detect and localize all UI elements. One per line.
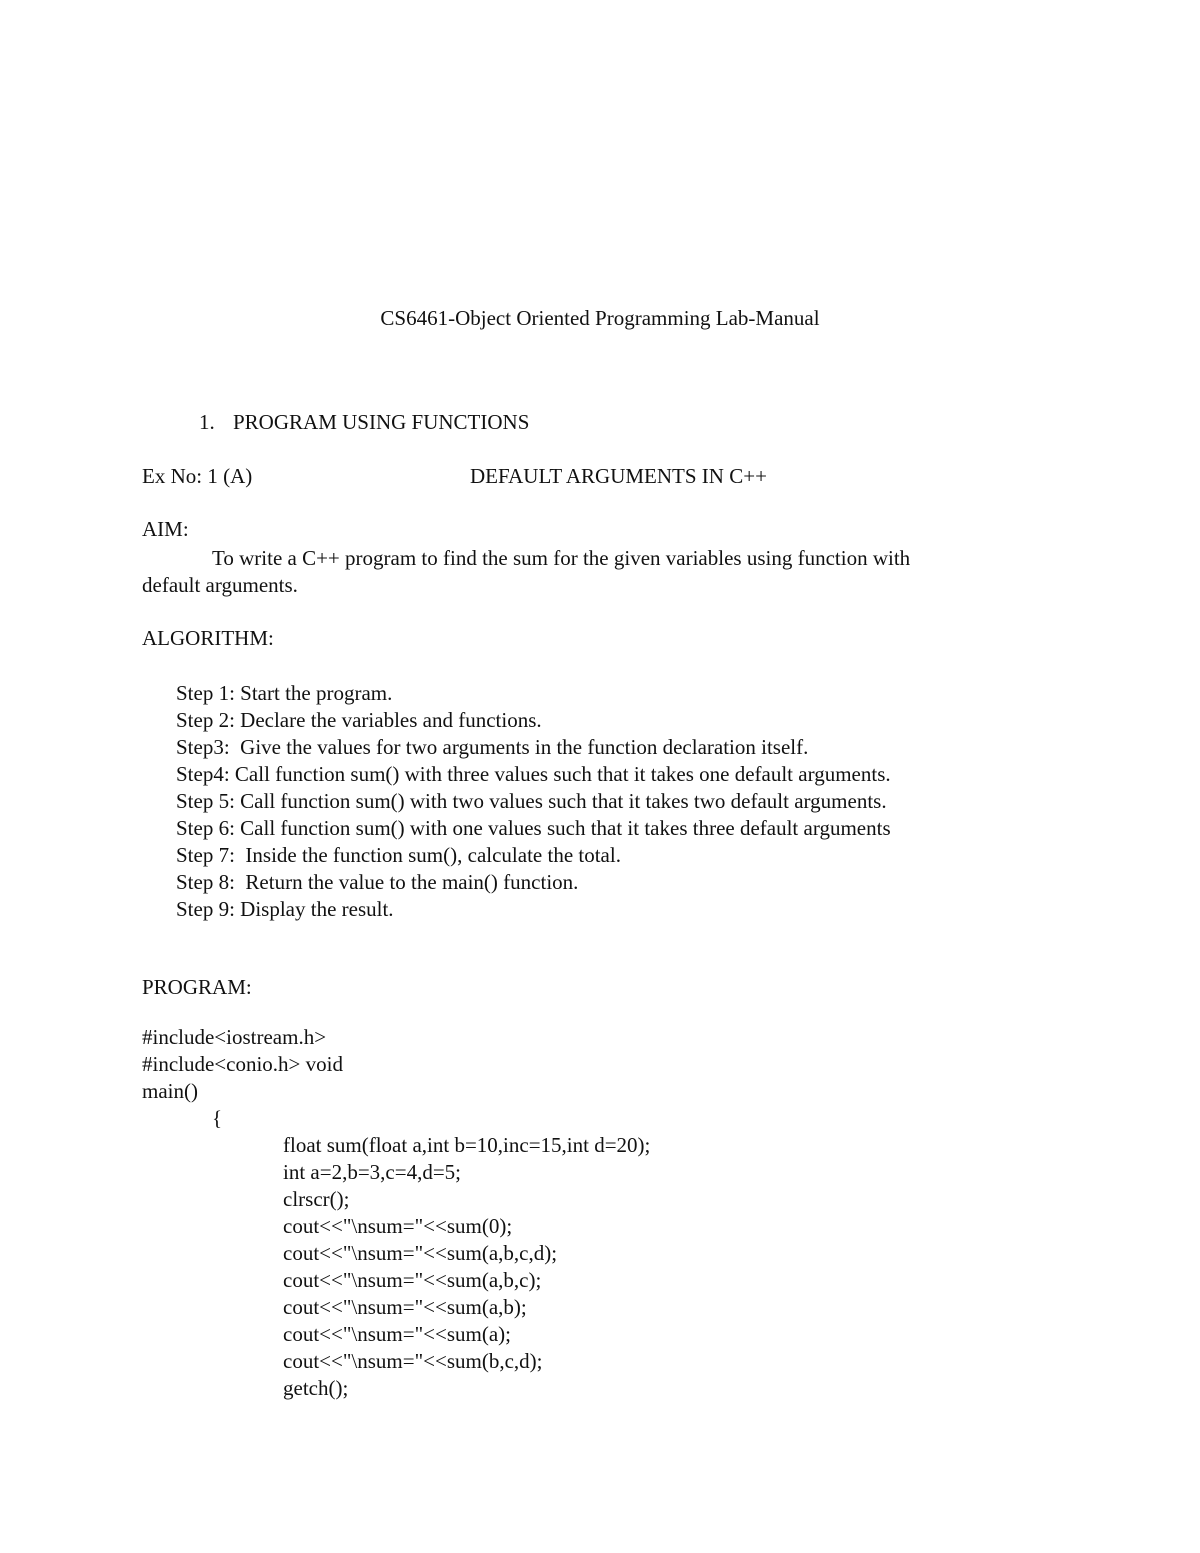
exercise-number: Ex No: 1 (A) (142, 464, 253, 488)
code-line: cout<<"\nsum="<<sum(a,b); (283, 1295, 527, 1319)
code-line: int a=2,b=3,c=4,d=5; (283, 1160, 462, 1184)
algorithm-step: Step 5: Call function sum() with two values such that it takes two default arguments. (176, 789, 887, 813)
algorithm-step: Step 1: Start the program. (176, 681, 393, 705)
section-number: 1. (199, 410, 215, 434)
algorithm-step: Step 2: Declare the variables and functions. (176, 708, 542, 732)
algorithm-step: Step 6: Call function sum() with one values such that it takes three default arguments (176, 816, 891, 840)
algorithm-steps (176, 680, 891, 923)
code-open-brace: { (212, 1106, 223, 1130)
page-header: CS6461-Object Oriented Programming Lab-Manual (380, 306, 820, 330)
code-line: #include<conio.h> void (142, 1052, 343, 1076)
algorithm-step: Step 7: Inside the function sum(), calculate the total. (176, 843, 621, 867)
code-line: #include<iostream.h> (142, 1025, 327, 1049)
section-heading (178, 382, 529, 463)
aim-heading: AIM: (142, 517, 189, 541)
code-line: cout<<"\nsum="<<sum(a); (283, 1322, 512, 1346)
code-line: cout<<"\nsum="<<sum(0); (283, 1214, 513, 1238)
exercise-title: DEFAULT ARGUMENTS IN C++ (470, 464, 767, 488)
section-title: PROGRAM USING FUNCTIONS (233, 410, 530, 434)
code-line: cout<<"\nsum="<<sum(a,b,c); (283, 1268, 542, 1292)
algorithm-step: Step 8: Return the value to the main() function. (176, 870, 579, 894)
code-line: cout<<"\nsum="<<sum(a,b,c,d); (283, 1241, 558, 1265)
program-preamble (142, 1024, 343, 1105)
code-line: clrscr(); (283, 1187, 350, 1211)
code-line: main() (142, 1079, 198, 1103)
code-line: getch(); (283, 1376, 349, 1400)
aim-text-line-2: default arguments. (142, 573, 298, 597)
algorithm-step: Step 9: Display the result. (176, 897, 394, 921)
aim-text-line-1: To write a C++ program to find the sum for the given variables using function with (212, 546, 911, 570)
algorithm-step: Step3: Give the values for two arguments in the function declaration itself. (176, 735, 809, 759)
algorithm-step: Step4: Call function sum() with three values such that it takes one default arguments. (176, 762, 891, 786)
code-line: float sum(float a,int b=10,inc=15,int d=20); (283, 1133, 651, 1157)
program-heading: PROGRAM: (142, 975, 252, 999)
program-body (283, 1132, 650, 1402)
algorithm-heading: ALGORITHM: (142, 626, 274, 650)
code-line: cout<<"\nsum="<<sum(b,c,d); (283, 1349, 543, 1373)
